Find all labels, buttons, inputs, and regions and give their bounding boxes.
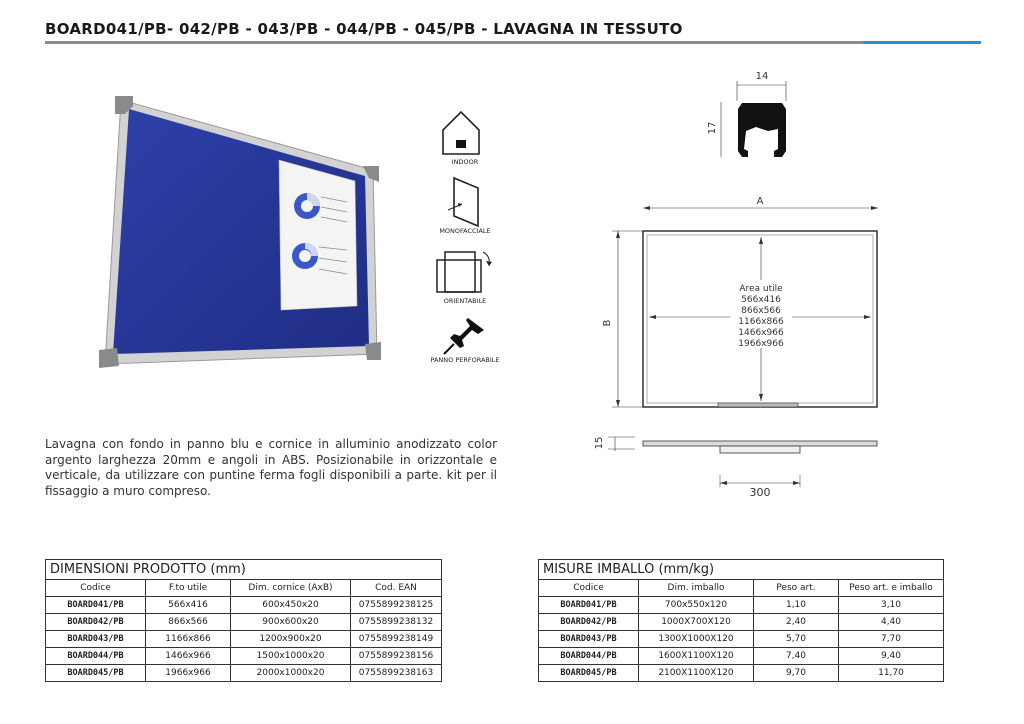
- table-cell: 0755899238163: [351, 665, 442, 682]
- table-cell: 11,70: [839, 665, 944, 682]
- table-row: [46, 665, 442, 682]
- table-cell: 1200x900x20: [231, 631, 351, 648]
- profile-width-label: 14: [755, 71, 769, 82]
- table-cell: 2,40: [754, 614, 839, 631]
- table-cell: 1,10: [754, 597, 839, 614]
- table-cell: 0755899238132: [351, 614, 442, 631]
- area-size-3: 1166x866: [738, 317, 784, 327]
- area-title: Area utile: [739, 284, 783, 294]
- house-icon: [441, 110, 481, 156]
- table-cell: 600x450x20: [231, 597, 351, 614]
- table-caption: DIMENSIONI PRODOTTO (mm): [46, 560, 442, 580]
- table-cell: BOARD042/PB: [46, 614, 146, 631]
- table-cell: 5,70: [754, 631, 839, 648]
- column-header: Dim. cornice (AxB): [231, 580, 351, 597]
- table-cell: 7,70: [839, 631, 944, 648]
- table-cell: 1466x966: [146, 648, 231, 665]
- product-photo: [85, 82, 410, 382]
- table-row: [46, 631, 442, 648]
- table-cell: 0755899238156: [351, 648, 442, 665]
- table-cell: 700x550x120: [639, 597, 754, 614]
- table-row: [539, 631, 944, 648]
- table-cell: BOARD041/PB: [46, 597, 146, 614]
- table-row: [539, 614, 944, 631]
- table-cell: 1300X1000X120: [639, 631, 754, 648]
- table-cell: 1000X700X120: [639, 614, 754, 631]
- table-header-row: [46, 580, 442, 597]
- table-row: [46, 614, 442, 631]
- area-size-4: 1466x966: [738, 328, 784, 338]
- column-header: Dim. imballo: [639, 580, 754, 597]
- feature-icons: [430, 110, 500, 380]
- column-header: Codice: [46, 580, 146, 597]
- single-sided-icon: [448, 176, 482, 228]
- table-row: [46, 597, 442, 614]
- table-cell: 0755899238149: [351, 631, 442, 648]
- rotate-icon: [435, 246, 495, 296]
- column-header: Peso art. e imballo: [839, 580, 944, 597]
- table-cell: 1500x1000x20: [231, 648, 351, 665]
- table-row: [46, 648, 442, 665]
- tray-length-label: 300: [749, 486, 771, 499]
- table-row: [539, 665, 944, 682]
- icon-label-perforable: PANNO PERFORABILE: [430, 356, 500, 364]
- table-cell: BOARD043/PB: [46, 631, 146, 648]
- technical-drawing: [590, 65, 890, 505]
- table-cell: 900x600x20: [231, 614, 351, 631]
- column-header: F.to utile: [146, 580, 231, 597]
- table-cell: BOARD042/PB: [539, 614, 639, 631]
- table-cell: BOARD044/PB: [539, 648, 639, 665]
- table-cell: 1600X1100X120: [639, 648, 754, 665]
- profile-height-label: 17: [707, 121, 718, 135]
- table-cell: 9,70: [754, 665, 839, 682]
- table-caption: MISURE IMBALLO (mm/kg): [539, 560, 944, 580]
- table-cell: BOARD045/PB: [539, 665, 639, 682]
- table-cell: 1166x866: [146, 631, 231, 648]
- table-cell: 9,40: [839, 648, 944, 665]
- table-cell: 7,40: [754, 648, 839, 665]
- table-cell: BOARD041/PB: [539, 597, 639, 614]
- product-dimensions-table: [45, 559, 442, 682]
- table-cell: BOARD044/PB: [46, 648, 146, 665]
- column-header: Cod. EAN: [351, 580, 442, 597]
- frame-profile: [707, 71, 786, 157]
- table-cell: 0755899238125: [351, 597, 442, 614]
- table-cell: 4,40: [839, 614, 944, 631]
- pushpin-icon: [442, 316, 488, 356]
- area-size-2: 866x566: [741, 306, 781, 316]
- product-description: Lavagna con fondo in panno blu e cornice in alluminio anodizzato color argento larghezza 20mm e angoli in ABS. Posizionabile in orizzontale e verticale, da utilizzare con puntine ferma fogli disponibili a parte. kit per il fissaggio a muro compreso.: [45, 437, 497, 498]
- table-cell: 3,10: [839, 597, 944, 614]
- table-cell: 1966x966: [146, 665, 231, 682]
- table-header-row: [539, 580, 944, 597]
- table-cell: 2100X1100X120: [639, 665, 754, 682]
- table-cell: 866x566: [146, 614, 231, 631]
- dim-b-label: B: [602, 319, 613, 327]
- table-row: [539, 597, 944, 614]
- table-cell: BOARD045/PB: [46, 665, 146, 682]
- table-cell: 2000x1000x20: [231, 665, 351, 682]
- area-size-5: 1966x966: [738, 339, 784, 349]
- area-size-1: 566x416: [741, 295, 781, 305]
- table-row: [539, 648, 944, 665]
- header-accent-rule: [863, 41, 981, 44]
- column-header: Peso art.: [754, 580, 839, 597]
- header-rule: [45, 41, 863, 44]
- table-cell: BOARD043/PB: [539, 631, 639, 648]
- page-title: BOARD041/PB- 042/PB - 043/PB - 044/PB - 045/PB - LAVAGNA IN TESSUTO: [45, 20, 683, 38]
- icon-label-indoor: INDOOR: [451, 158, 479, 166]
- dim-a-label: A: [756, 196, 764, 207]
- icon-label-rotatable: ORIENTABILE: [443, 297, 487, 305]
- packaging-table: [538, 559, 944, 682]
- column-header: Codice: [539, 580, 639, 597]
- depth-label: 15: [594, 436, 605, 450]
- icon-label-single-sided: MONOFACCIALE: [439, 227, 491, 235]
- table-cell: 566x416: [146, 597, 231, 614]
